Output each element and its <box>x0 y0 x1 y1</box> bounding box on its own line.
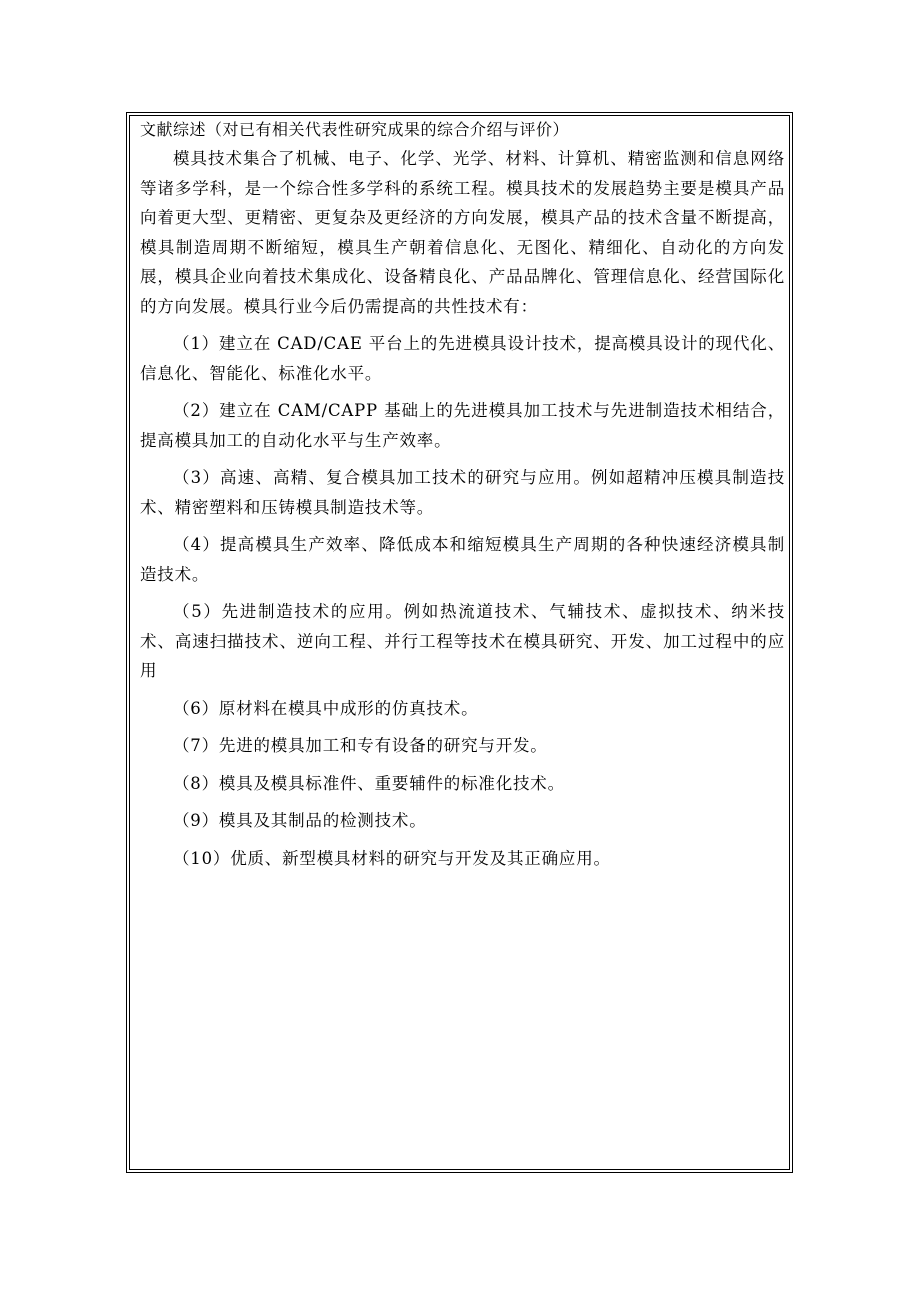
list-item-9: （9）模具及其制品的检测技术。 <box>173 811 427 830</box>
section-heading: 文献综述（对已有相关代表性研究成果的综合介绍与评价） <box>140 120 570 139</box>
list-item-2: （2）建立在 CAM/CAPP 基础上的先进模具加工技术与先进制造技术相结合，提高模具加工的自动化水平与生产效率。 <box>140 401 785 450</box>
list-item-10: （10）优质、新型模具材料的研究与开发及其正确应用。 <box>173 848 611 868</box>
list-item-8: （8）模具及模具标准件、重要辅件的标准化技术。 <box>173 773 565 793</box>
form-cell <box>129 115 790 1170</box>
list-item-4: （4）提高模具生产效率、降低成本和缩短模具生产周期的各种快速经济模具制造技术。 <box>140 535 785 584</box>
section-content <box>140 144 785 873</box>
intro-paragraph: 模具技术集合了机械、电子、化学、光学、材料、计算机、精密监测和信息网络等诸多学科，是一个综合性多学科的系统工程。模具技术的发展趋势主要是模具产品向着更大型、更精密、更复杂及更经济的方向发展，模具产品的技术含量不断提高，模具制造周期不断缩短，模具生产朝着信息化、无图化、精细化、自动化的方向发展，模具企业向着技术集成化、设备精良化、产品品牌化、管理信息化、经营国际化的方向发展。模具行业今后仍需提高的共性技术有： <box>140 149 785 316</box>
list-item-5: （5）先进制造技术的应用。例如热流道技术、气辅技术、虚拟技术、纳米技术、高速扫描技术、逆向工程、并行工程等技术在模具研究、开发、加工过程中的应用 <box>140 602 785 680</box>
form-table-border <box>126 112 793 1173</box>
list-item-7: （7）先进的模具加工和专有设备的研究与开发。 <box>173 736 548 755</box>
list-item-3: （3）高速、高精、复合模具加工技术的研究与应用。例如超精冲压模具制造技术、精密塑料和压铸模具制造技术等。 <box>140 468 785 517</box>
list-item-1: （1）建立在 CAD/CAE 平台上的先进模具设计技术，提高模具设计的现代化、信息化、智能化、标准化水平。 <box>140 334 785 383</box>
list-item-6: （6）原材料在模具中成形的仿真技术。 <box>173 698 479 718</box>
